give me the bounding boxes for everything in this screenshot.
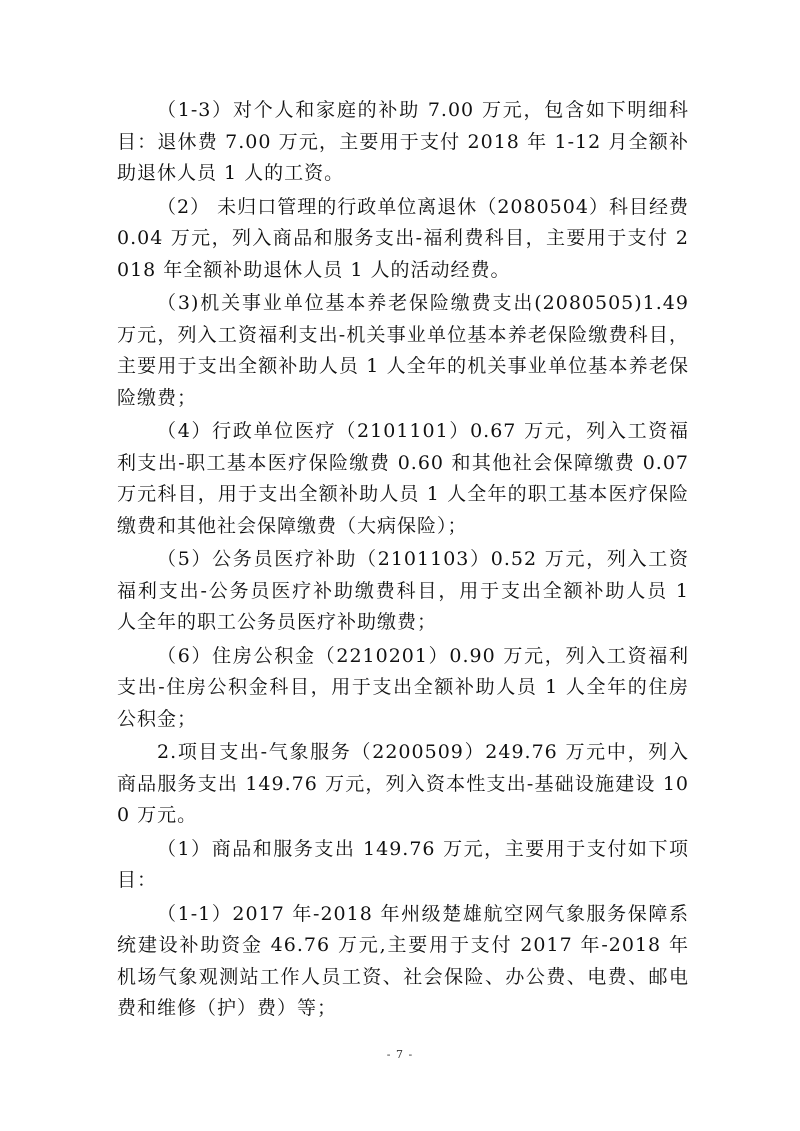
paragraph-project-expenditure: 2.项目支出-气象服务（2200509）249.76 万元中，列入商品服务支出 149.76 万元，列入资本性支出-基础设施建设 100 万元。 <box>117 741 689 826</box>
paragraph-1-3-personal-subsidy: （1-3）对个人和家庭的补助 7.00 万元，包含如下明细科目：退休费 7.00 万元，主要用于支付 2018 年 1-12 月全额补助退休人员 1 人的工资。 <box>117 99 689 184</box>
paragraph-4-medical: （4）行政单位医疗（2101101）0.67 万元，列入工资福利支出-职工基本医疗保险缴费 0.60 和其他社会保障缴费 0.07 万元科目，用于支出全额补助人员 1 人全年的职工基本医疗保险缴费和其他社会保障缴费（大病保险）； <box>117 420 689 537</box>
paragraph-3-pension-insurance: （3)机关事业单位基本养老保险缴费支出(2080505)1.49 万元，列入工资福利支出-机关事业单位基本养老保险缴费科目，主要用于支出全额补助人员 1 人全年的机关事业单位基本养老保险缴费； <box>117 292 689 409</box>
paragraph-1-1-aviation-weather: （1-1）2017 年-2018 年州级楚雄航空网气象服务保障系统建设补助资金 46.76 万元,主要用于支付 2017 年-2018 年机场气象观测站工作人员工资、社会保险、办公费、电费、邮电费和维修（护）费）等； <box>117 902 689 1019</box>
paragraph-5-civil-servant-medical: （5）公务员医疗补助（2101103）0.52 万元，列入工资福利支出-公务员医疗补助缴费科目，用于支出全额补助人员 1 人全年的职工公务员医疗补助缴费； <box>117 548 689 633</box>
document-body <box>117 95 689 1027</box>
page-number: - 7 - <box>386 1048 414 1061</box>
paragraph-goods-services: （1）商品和服务支出 149.76 万元，主要用于支付如下项目： <box>117 837 689 891</box>
paragraph-2-retirement: （2） 未归口管理的行政单位离退休（2080504）科目经费 0.04 万元，列入商品和服务支出-福利费科目，主要用于支付 2018 年全额补助退休人员 1 人的活动经费。 <box>117 195 689 281</box>
paragraph-6-housing-fund: （6）住房公积金（2210201）0.90 万元，列入工资福利支出-住房公积金科目，用于支出全额补助人员 1 人全年的住房公积金； <box>117 644 689 730</box>
